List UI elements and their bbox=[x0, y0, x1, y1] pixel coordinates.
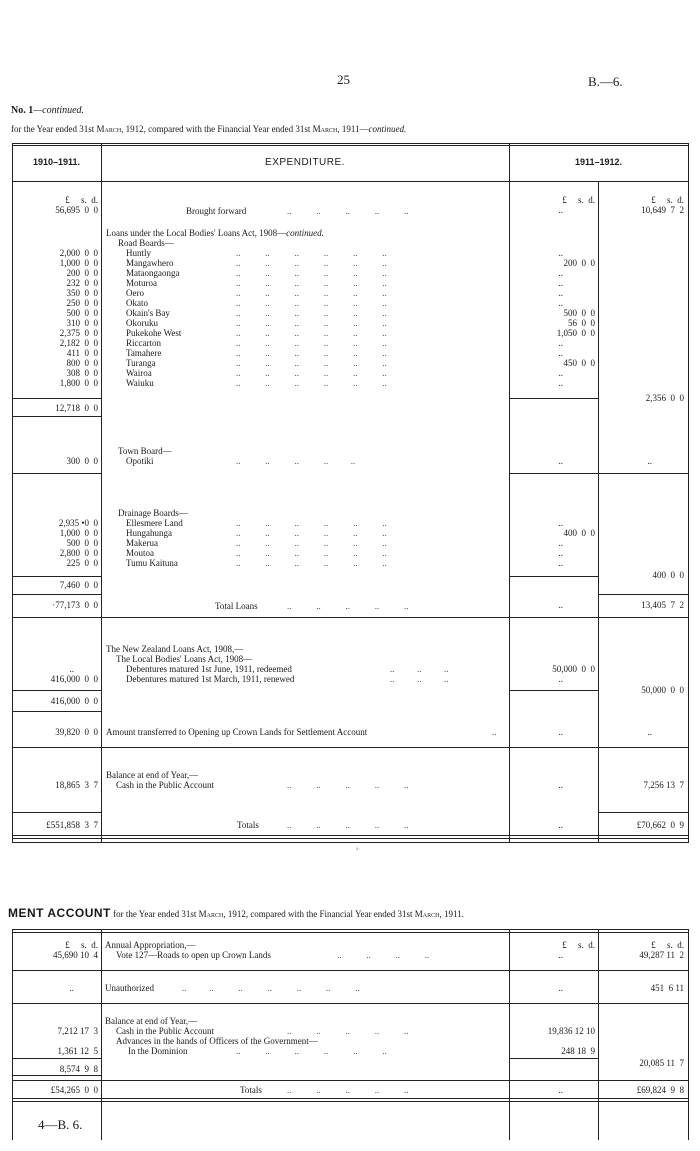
drainage-1910: 2,935 •0 0 bbox=[58, 518, 98, 528]
dot-leader: .. .. .. .. .. .. bbox=[236, 298, 387, 308]
road-board-mid: .. bbox=[558, 338, 563, 348]
drainage-mid: .. bbox=[558, 518, 563, 528]
currency-header: £ s. d. bbox=[65, 940, 98, 950]
transfer-1911: .. bbox=[647, 727, 652, 737]
dot-leader: .. .. .. .. .. bbox=[287, 820, 409, 830]
rule bbox=[12, 838, 689, 839]
cash-label: Cash in the Public Account bbox=[116, 1026, 214, 1036]
dot-leader: .. .. .. .. .. bbox=[287, 780, 409, 790]
loans-heading: Loans under the Local Bodies' Loans Act, 1908—continued. bbox=[106, 228, 324, 238]
table1-top-rule bbox=[12, 143, 689, 144]
rule bbox=[12, 1080, 689, 1081]
table-number-heading: No. 1—continued. bbox=[11, 105, 85, 116]
road-board-mid: .. bbox=[558, 298, 563, 308]
totals-1911: £70,662 0 9 bbox=[636, 820, 684, 830]
road-board-name: Tamahere bbox=[126, 348, 162, 358]
table1-right-border bbox=[688, 143, 689, 843]
currency-header: £ s. d. bbox=[562, 195, 595, 205]
balance-mid: .. bbox=[558, 780, 563, 790]
totals2-1911: £69,824 9 8 bbox=[636, 1085, 684, 1095]
drainage-name: Makerua bbox=[126, 538, 158, 548]
rule bbox=[12, 812, 101, 813]
rule bbox=[12, 594, 101, 595]
debenture-1910: .. bbox=[69, 664, 74, 674]
currency-header: £ s. d. bbox=[651, 940, 684, 950]
road-board-mid: 56 0 0 bbox=[568, 318, 595, 328]
road-board-name: Okato bbox=[126, 298, 148, 308]
totals-1910: £551,858 3 7 bbox=[46, 820, 98, 830]
totals2-label: Totals bbox=[240, 1085, 262, 1095]
road-board-mid: 450 0 0 bbox=[563, 358, 595, 368]
rule bbox=[599, 812, 688, 813]
cash-mid: 19,836 12 10 bbox=[547, 1026, 595, 1036]
rule bbox=[509, 473, 688, 474]
table1-left-border bbox=[12, 143, 13, 843]
document-reference: B.—6. bbox=[588, 74, 623, 89]
unauthorized-mid: .. bbox=[558, 983, 563, 993]
rule bbox=[509, 1058, 599, 1059]
road-board-name: Waiuku bbox=[126, 378, 154, 388]
drainage-name: Moutoa bbox=[126, 548, 154, 558]
table1-header-rule bbox=[12, 181, 689, 182]
dot-leader: .. .. .. .. .. .. bbox=[236, 548, 387, 558]
road-board-1910: 350 0 0 bbox=[66, 288, 98, 298]
drainage-heading: Drainage Boards— bbox=[118, 508, 188, 518]
dot-leader: .. .. .. .. .. .. bbox=[236, 258, 387, 268]
dot-leader: .. .. .. .. .. .. bbox=[236, 538, 387, 548]
balance2-heading: Balance at end of Year,— bbox=[105, 1016, 198, 1026]
dot-leader: .. .. .. .. .. .. bbox=[236, 318, 387, 328]
drainage-1910: 1,000 0 0 bbox=[59, 528, 98, 538]
road-board-mid: .. bbox=[558, 368, 563, 378]
brought-forward-mid: .. bbox=[558, 205, 563, 215]
brought-forward-1911: 10,649 7 2 bbox=[641, 205, 684, 215]
road-boards-total-1910: 12,718 0 0 bbox=[55, 403, 98, 413]
table1-col-divider-1 bbox=[101, 143, 102, 843]
dot-leader: .. .. .. .. bbox=[337, 950, 430, 960]
table2-top-rule bbox=[12, 929, 689, 930]
road-board-1910: 2,182 0 0 bbox=[59, 338, 98, 348]
dot-leader: .. .. .. .. .. .. bbox=[236, 348, 387, 358]
brought-forward-label: Brought forward bbox=[186, 206, 247, 216]
road-board-name: Wairoa bbox=[126, 368, 152, 378]
dot-leader: .. .. .. .. .. .. .. bbox=[182, 983, 360, 993]
rule bbox=[12, 1058, 101, 1059]
total-loans-1910: ·77,173 0 0 bbox=[52, 600, 98, 610]
road-board-1910: 2,000 0 0 bbox=[59, 248, 98, 258]
dot-leader: .. .. .. .. .. bbox=[287, 206, 409, 216]
town-board-1911: .. bbox=[647, 456, 652, 466]
table1-col-divider-3 bbox=[598, 181, 599, 843]
road-board-name: Mataongaonga bbox=[126, 268, 180, 278]
balance-1910: 18,865 3 7 bbox=[55, 780, 98, 790]
transfer-1910: 39,820 0 0 bbox=[55, 727, 98, 737]
road-board-mid: .. bbox=[558, 268, 563, 278]
road-board-name: Turanga bbox=[126, 358, 156, 368]
road-board-name: Riccarton bbox=[126, 338, 161, 348]
dominion-label: In the Dominion bbox=[128, 1046, 188, 1056]
dot-leader: .. .. .. .. .. .. bbox=[236, 528, 387, 538]
rule bbox=[12, 1075, 101, 1076]
dot-leader: .. .. .. .. .. .. bbox=[236, 328, 387, 338]
rule bbox=[12, 398, 101, 399]
road-board-1910: 1,000 0 0 bbox=[59, 258, 98, 268]
table-subtitle: for the Year ended 31st March, 1912, compared with the Financial Year ended 31st March, 1911—continued. bbox=[11, 124, 407, 134]
drainage-mid: .. bbox=[558, 538, 563, 548]
col-header-1910: 1910–1911. bbox=[32, 157, 81, 167]
vote-1910: 45,690 10 4 bbox=[53, 950, 98, 960]
drainage-1910: 500 0 0 bbox=[66, 538, 98, 548]
road-board-1910: 411 0 0 bbox=[66, 348, 98, 358]
drainage-mid: .. bbox=[558, 558, 563, 568]
vote-1911: 49,287 11 2 bbox=[639, 950, 684, 960]
lb-loans-heading: The Local Bodies' Loans Act, 1908— bbox=[116, 654, 253, 664]
unauthorized-1910: .. bbox=[69, 983, 74, 993]
transfer-label: Amount transferred to Opening up Crown Lands for Settlement Account bbox=[106, 727, 368, 737]
advances-label: Advances in the hands of Officers of the Government— bbox=[116, 1036, 318, 1046]
road-board-1910: 308 0 0 bbox=[66, 368, 98, 378]
debentures-total-1910: 416,000 0 0 bbox=[50, 696, 98, 706]
dot-leader: .. .. .. bbox=[390, 664, 449, 674]
road-board-1910: 2,375 0 0 bbox=[59, 328, 98, 338]
road-board-mid: .. bbox=[558, 348, 563, 358]
section2-title: MENT ACCOUNT for the Year ended 31st March, 1912, compared with the Financial Year ended 31st March, 1911. bbox=[8, 906, 464, 920]
total-loans-label: Total Loans bbox=[215, 601, 258, 611]
brought-forward-1910: 56,695 0 0 bbox=[55, 205, 98, 215]
dot-leader: .. .. .. .. .. .. bbox=[236, 278, 387, 288]
cash-1910: 7,212 17 3 bbox=[57, 1026, 98, 1036]
road-board-mid: .. bbox=[558, 378, 563, 388]
town-board-mid: .. bbox=[558, 456, 563, 466]
total-loans-mid: .. bbox=[558, 600, 563, 610]
rule bbox=[12, 970, 689, 971]
town-board-name: Opotiki bbox=[126, 456, 154, 466]
table2-col-divider-2 bbox=[509, 929, 510, 1140]
dot-leader: .. .. .. .. .. bbox=[236, 456, 356, 466]
debenture-mid: .. bbox=[558, 674, 563, 684]
road-board-1910: 800 0 0 bbox=[66, 358, 98, 368]
road-board-1910: 500 0 0 bbox=[66, 308, 98, 318]
table2-col-divider-3 bbox=[598, 929, 599, 1140]
rule bbox=[12, 416, 101, 417]
drainage-name: Hungahunga bbox=[126, 528, 172, 538]
rule bbox=[12, 747, 689, 748]
drainage-name: Ellesmere Land bbox=[126, 518, 183, 528]
dot-leader: .. .. .. .. .. .. bbox=[236, 338, 387, 348]
rule bbox=[12, 473, 101, 474]
rule bbox=[509, 576, 599, 577]
drainage-1910: 2,800 0 0 bbox=[59, 548, 98, 558]
total-loans-1911: 13,405 7 2 bbox=[641, 600, 684, 610]
road-board-1910: 200 0 0 bbox=[66, 268, 98, 278]
road-board-name: Pukekohe West bbox=[126, 328, 182, 338]
totals2-mid: .. bbox=[558, 1085, 563, 1095]
dot-leader: .. .. .. bbox=[390, 674, 449, 684]
dot-leader: .. .. .. .. .. bbox=[287, 1026, 409, 1036]
dot-leader: .. .. .. .. .. .. bbox=[236, 1046, 387, 1056]
col-header-expenditure: EXPENDITURE. bbox=[265, 157, 345, 168]
vote-label: Vote 127—Roads to open up Crown Lands bbox=[116, 950, 271, 960]
table2-col-divider-1 bbox=[101, 929, 102, 1140]
road-board-mid: .. bbox=[558, 288, 563, 298]
table1-col-divider-2 bbox=[509, 143, 510, 843]
road-board-name: Moturoa bbox=[126, 278, 157, 288]
town-board-1910: 300 0 0 bbox=[66, 456, 98, 466]
rule bbox=[12, 842, 689, 843]
balance2-total-1910: 8,574 9 8 bbox=[59, 1064, 98, 1074]
table1-top-rule-double bbox=[12, 145, 689, 146]
dot-leader: .. .. .. .. .. .. bbox=[236, 358, 387, 368]
drainage-name: Tumu Kaituna bbox=[126, 558, 178, 568]
transfer-mid: .. bbox=[558, 727, 563, 737]
drainage-1910: 225 0 0 bbox=[66, 558, 98, 568]
debenture-mid: 50,000 0 0 bbox=[552, 664, 595, 674]
drainage-mid: 400 0 0 bbox=[563, 528, 595, 538]
balance-heading: Balance at end of Year,— bbox=[106, 770, 199, 780]
road-board-mid: 200 0 0 bbox=[563, 258, 595, 268]
table2-top-rule-double bbox=[12, 932, 689, 933]
advances-mid: 248 18 9 bbox=[561, 1046, 595, 1056]
road-boards-heading: Road Boards— bbox=[118, 238, 174, 248]
page-number: 25 bbox=[337, 72, 350, 87]
drainage-total-1911: 400 0 0 bbox=[652, 570, 684, 580]
road-boards-total-1911: 2,356 0 0 bbox=[645, 393, 684, 403]
vote-mid: .. bbox=[558, 950, 563, 960]
dot-leader: .. .. .. .. .. .. bbox=[236, 378, 387, 388]
rule bbox=[12, 617, 689, 618]
nz-loans-heading: The New Zealand Loans Act, 1908,— bbox=[106, 644, 244, 654]
road-board-mid: 500 0 0 bbox=[563, 308, 595, 318]
currency-header: £ s. d. bbox=[65, 195, 98, 205]
dot-leader: .. .. .. .. .. .. bbox=[236, 558, 387, 568]
rule bbox=[12, 711, 101, 712]
rule bbox=[509, 690, 599, 691]
rule bbox=[12, 576, 101, 577]
currency-header: £ s. d. bbox=[562, 940, 595, 950]
balance2-1911: 20,085 11 7 bbox=[639, 1058, 684, 1068]
rule bbox=[12, 1101, 689, 1102]
road-board-1910: 250 0 0 bbox=[66, 298, 98, 308]
dot-leader: .. .. .. .. .. bbox=[287, 601, 409, 611]
totals-label: Totals bbox=[237, 820, 259, 830]
balance-label: Cash in the Public Account bbox=[116, 780, 214, 790]
dot-leader: .. .. .. .. .. .. bbox=[236, 268, 387, 278]
road-board-mid: .. bbox=[558, 278, 563, 288]
road-board-mid: .. bbox=[558, 248, 563, 258]
col-header-1911: 1911–1912. bbox=[574, 157, 623, 167]
road-board-name: Oero bbox=[126, 288, 144, 298]
table2-left-border bbox=[12, 929, 13, 1140]
balance-1911: 7,256 13 7 bbox=[643, 780, 684, 790]
rule bbox=[12, 835, 689, 836]
appropriation-heading: Annual Appropriation,— bbox=[105, 940, 196, 950]
road-board-name: Mangawhero bbox=[126, 258, 174, 268]
rule bbox=[12, 690, 101, 691]
dot-leader: .. .. .. .. .. bbox=[287, 1085, 409, 1095]
advances-1910: 1,361 12 5 bbox=[57, 1046, 98, 1056]
currency-header: £ s. d. bbox=[651, 195, 684, 205]
dot-leader: .. .. .. .. .. .. bbox=[236, 518, 387, 528]
road-board-name: Huntly bbox=[126, 248, 152, 258]
road-board-1910: 232 0 0 bbox=[66, 278, 98, 288]
rule bbox=[12, 1098, 689, 1099]
debentures-total-1911: 50,000 0 0 bbox=[641, 685, 684, 695]
dot-leader: .. bbox=[492, 727, 497, 737]
dot-leader: .. .. .. .. .. .. bbox=[236, 248, 387, 258]
debenture-1910: 416,000 0 0 bbox=[50, 674, 98, 684]
road-board-mid: 1,050 0 0 bbox=[556, 328, 595, 338]
town-board-heading: Town Board— bbox=[118, 446, 172, 456]
dot-leader: .. .. .. .. .. .. bbox=[236, 368, 387, 378]
rule bbox=[509, 398, 599, 399]
drainage-mid: .. bbox=[558, 548, 563, 558]
debenture-label: Debentures matured 1st June, 1911, redeemed bbox=[126, 664, 292, 674]
rule bbox=[599, 594, 688, 595]
totals2-1910: £54,265 0 0 bbox=[50, 1085, 98, 1095]
road-board-name: Okoruku bbox=[126, 318, 158, 328]
road-board-1910: 310 0 0 bbox=[66, 318, 98, 328]
debenture-label: Debentures matured 1st March, 1911, renewed bbox=[126, 674, 295, 684]
table2-right-border bbox=[688, 929, 689, 1140]
road-board-name: Okain's Bay bbox=[126, 308, 170, 318]
road-board-1910: 1,800 0 0 bbox=[59, 378, 98, 388]
unauthorized-label: Unauthorized bbox=[105, 983, 154, 993]
dot-leader: .. .. .. .. .. .. bbox=[236, 288, 387, 298]
totals-mid: .. bbox=[558, 820, 563, 830]
rule bbox=[12, 1003, 689, 1004]
footer-reference: 4—B. 6. bbox=[38, 1117, 83, 1132]
printer-mark: a· bbox=[356, 847, 360, 852]
dot-leader: .. .. .. .. .. .. bbox=[236, 308, 387, 318]
unauthorized-1911: 451 6 11 bbox=[650, 983, 684, 993]
drainage-total-1910: 7,460 0 0 bbox=[59, 580, 98, 590]
